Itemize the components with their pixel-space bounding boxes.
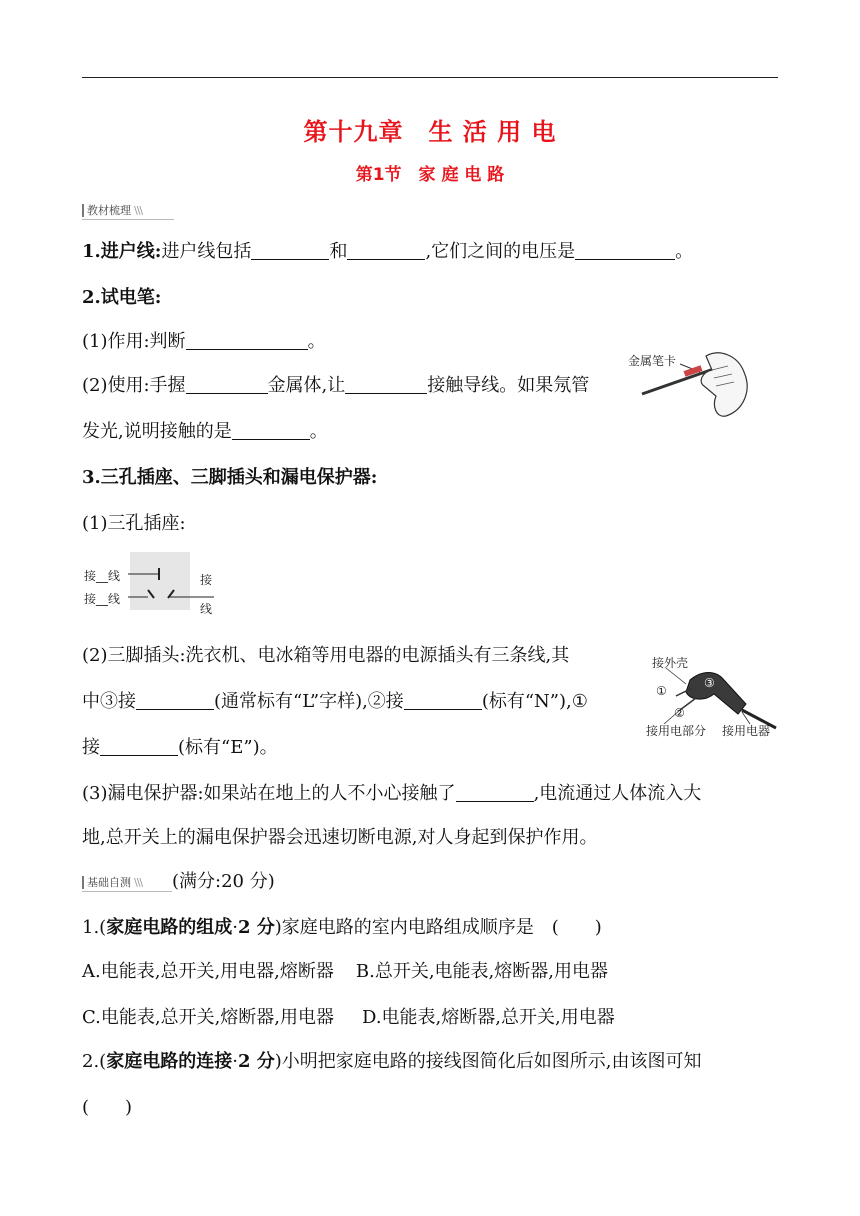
item-head: 1.进户线: xyxy=(82,241,162,262)
item-head: 3.三孔插座、三脚插头和漏电保护器: xyxy=(82,467,378,488)
tag-underline xyxy=(82,219,174,220)
plug-circle-3: ③ xyxy=(704,676,715,690)
option-a[interactable]: A.电能表,总开关,用电器,熔断器 xyxy=(82,961,334,982)
fill-blank[interactable] xyxy=(186,375,268,394)
item-text: 。 xyxy=(309,421,328,442)
question-dot: · xyxy=(232,917,238,938)
chapter-title: 第十九章 生 活 用 电 xyxy=(303,118,557,146)
top-rule xyxy=(82,77,778,78)
item-text: (2)三脚插头:洗衣机、电冰箱等用电器的电源插头有三条线,其 xyxy=(82,645,570,666)
fill-blank[interactable] xyxy=(345,375,427,394)
item-2-2-cont xyxy=(82,420,328,444)
score-note: (满分:20 分) xyxy=(172,871,275,892)
item-text: (3)漏电保护器:如果站在地上的人不小心接触了 xyxy=(82,783,456,804)
item-3-head xyxy=(82,466,377,490)
option-d[interactable]: D.电能表,熔断器,总开关,用电器 xyxy=(362,1007,615,1028)
option-c[interactable]: C.电能表,总开关,熔断器,用电器 xyxy=(82,1007,335,1028)
question-close: ) xyxy=(274,917,282,938)
socket-label-right-bottom: 线 xyxy=(200,602,213,616)
item-text: (1)三孔插座: xyxy=(82,513,186,534)
socket-label-right-top: 接 xyxy=(200,573,213,587)
three-hole-socket-figure xyxy=(84,552,224,616)
item-2-1 xyxy=(82,330,326,354)
item-text: (2)使用:手握 xyxy=(82,375,186,396)
item-3-3-cont xyxy=(82,826,597,850)
test-pen-figure xyxy=(624,346,754,426)
item-text: ,它们之间的电压是 xyxy=(425,241,576,262)
plug-circle-1: ① xyxy=(656,684,667,698)
tag-text: 基础自测 xyxy=(87,876,131,889)
question-topic: 家庭电路的组成 xyxy=(106,917,233,938)
item-text: 地,总开关上的漏电保护器会迅速切断电源,对人身起到保护作用。 xyxy=(82,827,598,848)
fill-blank[interactable] xyxy=(100,737,178,756)
item-3-1 xyxy=(82,512,186,536)
fill-blank[interactable] xyxy=(456,783,534,802)
question-text: 小明把家庭电路的接线图简化后如图所示,由该图可知 xyxy=(281,1051,702,1072)
question-2 xyxy=(82,1050,702,1074)
item-text: (标有“E”)。 xyxy=(178,737,278,758)
item-text: 接触导线。如果氖管 xyxy=(427,375,590,396)
fill-blank[interactable] xyxy=(575,241,675,260)
plug-circle-2: ② xyxy=(674,706,685,720)
fill-blank[interactable] xyxy=(232,421,310,440)
item-text: (标有“N”),① xyxy=(481,691,588,712)
question-1-options-ab xyxy=(82,960,608,984)
item-2-2 xyxy=(82,374,589,398)
item-text: ,电流通过人体流入大 xyxy=(533,783,702,804)
socket-label-bottom: 接__线 xyxy=(84,592,121,606)
tag-underline xyxy=(82,891,172,892)
question-dot: · xyxy=(232,1051,238,1072)
item-3-3 xyxy=(82,782,701,806)
socket-label-top: 接__线 xyxy=(84,569,121,583)
question-score: 2 分 xyxy=(237,917,275,938)
question-number: 1.( xyxy=(82,917,107,938)
question-1 xyxy=(82,916,602,940)
item-text: 中③接 xyxy=(82,691,136,712)
item-text: 和 xyxy=(329,241,348,262)
item-3-2-cont2 xyxy=(82,736,278,760)
question-topic: 家庭电路的连接 xyxy=(106,1051,233,1072)
item-1 xyxy=(82,240,693,264)
item-text: 接 xyxy=(82,737,100,758)
question-1-options-cd xyxy=(82,1006,615,1030)
option-b[interactable]: B.总开关,电能表,熔断器,用电器 xyxy=(355,961,609,982)
item-text: (1)作用:判断 xyxy=(82,331,186,352)
question-number: 2.( xyxy=(82,1051,107,1072)
plug-label-load-part: 接用电部分 xyxy=(646,724,707,738)
plug-label-shell: 接外壳 xyxy=(652,656,689,670)
tag-text: 教材梳理 xyxy=(87,204,131,217)
item-3-2 xyxy=(82,644,569,668)
item-text: 。 xyxy=(307,331,326,352)
plug-label-appliance: 接用电器 xyxy=(722,724,771,738)
section-tag-textbook: 教材梳理 \\\ xyxy=(82,204,142,217)
fill-blank[interactable] xyxy=(404,691,482,710)
item-text: 进户线包括 xyxy=(161,241,252,262)
question-2-answer-paren: ( ) xyxy=(82,1097,133,1118)
item-3-2-cont xyxy=(82,690,588,714)
fill-blank[interactable] xyxy=(136,691,214,710)
fill-blank[interactable] xyxy=(347,241,425,260)
fill-blank[interactable] xyxy=(251,241,329,260)
question-score: 2 分 xyxy=(237,1051,275,1072)
question-text: 家庭电路的室内电路组成顺序是 ( ) xyxy=(281,917,602,938)
pen-clip-label: 金属笔卡 xyxy=(628,354,677,368)
question-close: ) xyxy=(274,1051,282,1072)
fill-blank[interactable] xyxy=(186,331,308,350)
item-text: 。 xyxy=(675,241,694,262)
item-text: 金属体,让 xyxy=(267,375,346,396)
item-2-head xyxy=(82,286,161,310)
section-tag-selftest: 基础自测 \\\ xyxy=(82,876,142,889)
item-text: 发光,说明接触的是 xyxy=(82,421,232,442)
section-title: 第1节 家 庭 电 路 xyxy=(355,165,505,185)
three-pin-plug-figure xyxy=(646,652,780,740)
item-text: (通常标有“L”字样),②接 xyxy=(214,691,404,712)
item-head: 2.试电笔: xyxy=(82,287,162,308)
